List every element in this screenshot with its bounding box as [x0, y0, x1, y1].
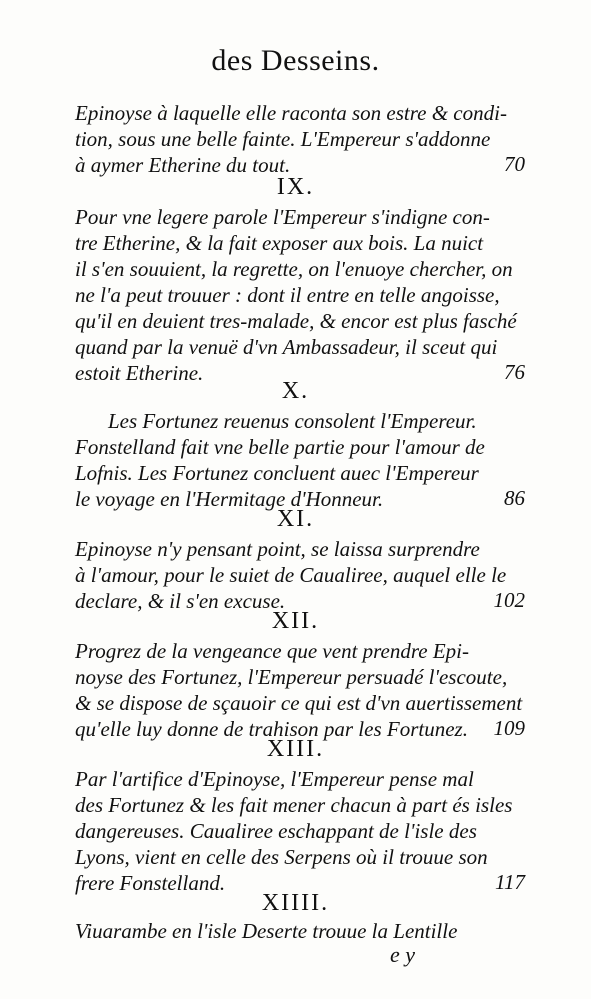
running-header: des Desseins. [211, 44, 380, 77]
entry-line: ne l'a peut trouuer : dont il entre en telle angoisse, [75, 283, 500, 307]
entry-line: Lofnis. Les Fortunez concluent auec l'Empereur [75, 461, 479, 485]
page-number: 86 [504, 486, 525, 510]
chapter-numeral: XIIII. [261, 890, 330, 916]
entry-line: dangereuses. Caualiree eschappant de l'isle des [75, 819, 477, 843]
entry-line: quand par la venuë d'vn Ambassadeur, il sceut qui [75, 335, 498, 359]
page-number: 109 [493, 716, 525, 740]
entry-line: il s'en souuient, la regrette, on l'enuoye chercher, on [75, 257, 513, 281]
entry-line: Lyons, vient en celle des Serpens où il trouue son [75, 845, 488, 869]
entry-line: tion, sous une belle fainte. L'Empereur s'addonne [75, 127, 491, 151]
entry-line: à l'amour, pour le suiet de Caualiree, auquel elle le [75, 563, 507, 587]
entry-line: à aymer Etherine du tout. [75, 153, 291, 177]
chapter-numeral: XIII. [266, 736, 325, 762]
entry-line: Epinoyse n'y pensant point, se laissa surprendre [75, 537, 480, 561]
entry-line: estoit Etherine. [75, 361, 204, 385]
entry-line: declare, & il s'en excuse. [75, 589, 286, 613]
entry-line: des Fortunez & les fait mener chacun à part és isles [75, 793, 513, 817]
entry-line: Viuarambe en l'isle Deserte trouue la Lentille [75, 919, 458, 943]
entry-line: le voyage en l'Hermitage d'Honneur. [75, 487, 384, 511]
page-number: 76 [504, 360, 525, 384]
entry-line: tre Etherine, & la fait exposer aux bois. La nuict [75, 231, 484, 255]
chapter-numeral: XII. [271, 608, 320, 634]
entry-line: Par l'artifice d'Epinoyse, l'Empereur pense mal [75, 767, 474, 791]
entry-line: qu'elle luy donne de trahison par les Fortunez. [75, 717, 468, 741]
entry-line: Les Fortunez reuenus consolent l'Empereur. [108, 409, 477, 433]
entry-line: & se dispose de sçauoir ce qui est d'vn auertissement [75, 691, 523, 715]
entry-line: Progrez de la vengeance que vent prendre Epi- [75, 639, 469, 663]
entry-line: Fonstelland fait vne belle partie pour l'amour de [75, 435, 485, 459]
page-number: 102 [493, 588, 525, 612]
entry-line: Pour vne legere parole l'Empereur s'indigne con- [75, 205, 490, 229]
chapter-numeral: IX. [276, 174, 315, 200]
chapter-numeral: X. [281, 378, 310, 404]
chapter-numeral: XI. [276, 506, 315, 532]
signature-mark: e y [390, 942, 416, 967]
page-number: 70 [504, 152, 525, 176]
entry-line: noyse des Fortunez, l'Empereur persuadé l'escoute, [75, 665, 508, 689]
page-number: 117 [495, 870, 525, 894]
entry-line: frere Fonstelland. [75, 871, 226, 895]
entry-line: qu'il en deuient tres-malade, & encor est plus fasché [75, 309, 517, 333]
entry-line: Epinoyse à laquelle elle raconta son estre & condi- [75, 101, 507, 125]
